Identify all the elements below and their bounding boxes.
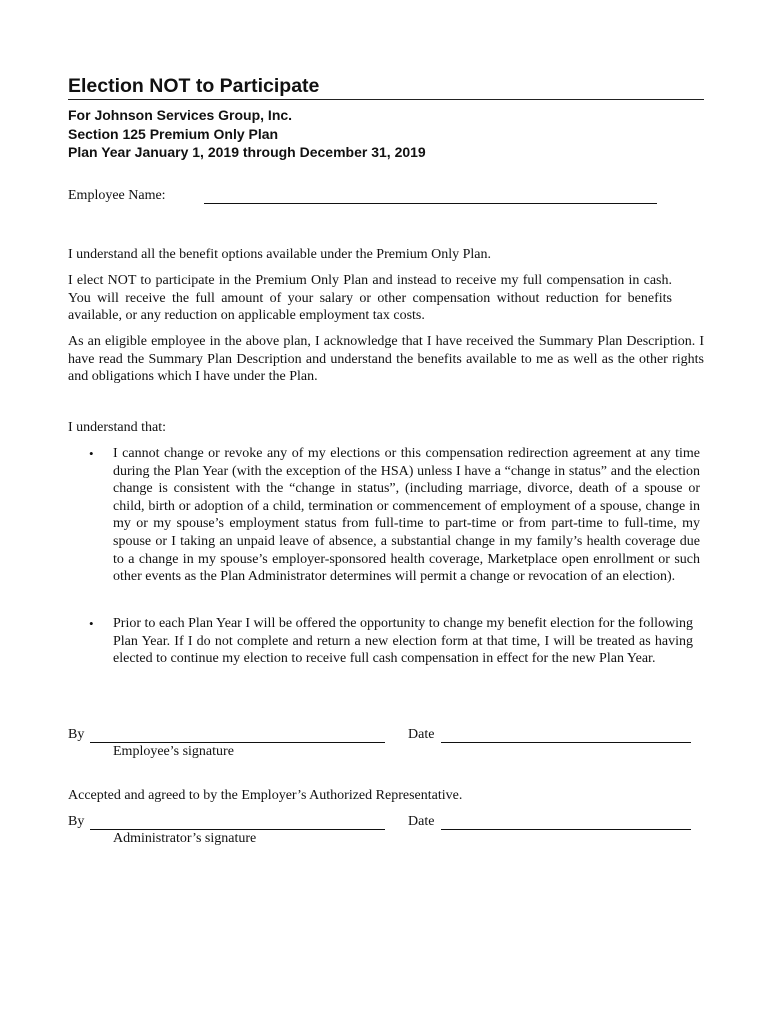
employee-name-label: Employee Name: xyxy=(68,188,166,203)
employee-name-field[interactable] xyxy=(204,203,657,204)
elect-not-paragraph: I elect NOT to participate in the Premium Only Plan and instead to receive my full compensation in cash. You will receive the full amount of your salary or other compensation without reduction for benefits available, or any reduction on applicable employment tax costs. xyxy=(68,273,672,324)
employee-date-field[interactable] xyxy=(441,742,691,743)
bullet-marker: • xyxy=(89,446,94,461)
employee-by-label: By xyxy=(68,727,85,742)
annual-election-bullet: Prior to each Plan Year I will be offered the opportunity to change my benefit election for the following Plan Year. If I do not complete and return a new election form at that time, I will be treated as having elected to continue my election to receive full cash compensation in effect for the new Plan Year. xyxy=(113,616,693,667)
admin-by-label: By xyxy=(68,814,85,829)
employee-signature-caption: Employee’s signature xyxy=(113,744,234,759)
company-name: For Johnson Services Group, Inc. xyxy=(68,107,293,123)
plan-year: Plan Year January 1, 2019 through December 31, 2019 xyxy=(68,144,426,160)
admin-date-field[interactable] xyxy=(441,829,691,830)
accepted-text: Accepted and agreed to by the Employer’s Authorized Representative. xyxy=(68,788,463,803)
document-title: Election NOT to Participate xyxy=(68,74,704,100)
admin-date-label: Date xyxy=(408,814,435,829)
employee-date-label: Date xyxy=(408,727,435,742)
plan-name: Section 125 Premium Only Plan xyxy=(68,126,279,142)
understand-options-text: I understand all the benefit options available under the Premium Only Plan. xyxy=(68,247,492,262)
understand-that-heading: I understand that: xyxy=(68,420,166,435)
admin-signature-caption: Administrator’s signature xyxy=(113,831,257,846)
change-in-status-bullet: I cannot change or revoke any of my elections or this compensation redirection agreement at any time during the Plan Year (with the exception of the HSA) unless I have a “change in status” and the election change is consistent with the “change in status”, (including marriage, divorce, death of a spouse or child, birth or adoption of a child, termination or commencement of employment of a spouse, change in my or my spouse’s employment status from full-time to part-time or from part-time to full-time, my spouse or I taking an unpaid leave of absence, a substantial change in my family’s health coverage due to a change in my spouse’s employer-sponsored health coverage, Marketplace open enrollment or such other events as the Plan Administrator determines will permit a change or revocation of an election). xyxy=(113,446,700,585)
bullet-marker: • xyxy=(89,616,94,631)
acknowledgement-paragraph: As an eligible employee in the above plan, I acknowledge that I have received the Summary Plan Description. I have read the Summary Plan Description and understand the benefits available to me as well as the other rights and obligations which I have under the Plan. xyxy=(68,334,704,385)
